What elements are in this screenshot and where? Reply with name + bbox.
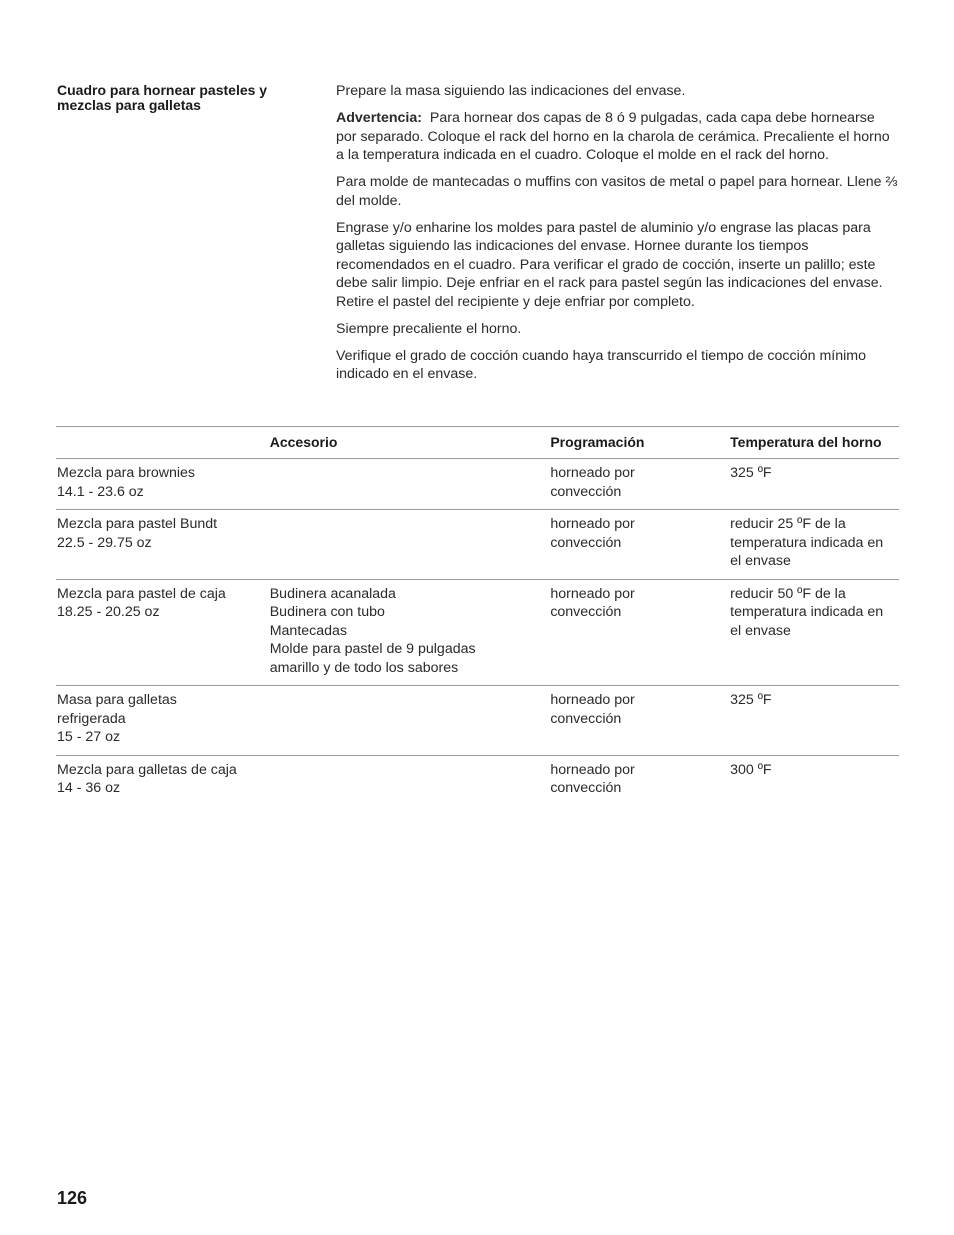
cell-item bbox=[56, 510, 270, 580]
cell-temperature bbox=[730, 459, 899, 510]
cell-item bbox=[56, 755, 270, 806]
table-row bbox=[56, 755, 899, 806]
cell-temperature-line: temperatura indicada en bbox=[730, 534, 884, 551]
table-header-row bbox=[56, 427, 899, 459]
cell-accessory-line: Molde para pastel de 9 pulgadas bbox=[269, 641, 476, 657]
paragraph-text: Para molde de mantecadas o muffins con vasitos de metal o papel para hornear. Llene ⅔ del molde. bbox=[336, 174, 898, 209]
page-number: 126 bbox=[57, 1188, 88, 1208]
cell-setting bbox=[550, 510, 730, 580]
cell-temperature bbox=[730, 579, 899, 686]
warning-label: Advertencia: bbox=[336, 110, 422, 126]
header-item bbox=[56, 427, 270, 459]
cell-setting-line: horneado por bbox=[550, 465, 635, 481]
cell-temperature bbox=[730, 510, 899, 580]
cell-accessory bbox=[270, 755, 551, 806]
header-accessory: Accesorio bbox=[270, 427, 551, 459]
paragraph-warning bbox=[336, 109, 898, 165]
table-row bbox=[56, 686, 899, 756]
cell-temperature-line: temperatura indicada en bbox=[730, 604, 884, 620]
cell-item-line: Mezcla para pastel Bundt bbox=[57, 516, 218, 532]
cell-temperature-line: reducir 50 ºF de la bbox=[730, 585, 846, 602]
cell-item bbox=[56, 579, 270, 686]
cell-accessory bbox=[270, 579, 551, 686]
cell-accessory-line: amarillo y de todo los sabores bbox=[269, 659, 459, 676]
cell-item-line: 14.1 - 23.6 oz bbox=[57, 483, 144, 500]
cell-temperature-line: 300 ºF bbox=[730, 761, 772, 778]
cell-setting-line: horneado por bbox=[550, 692, 635, 708]
cell-setting-line: convección bbox=[550, 780, 622, 796]
section-heading: Cuadro para hornear pasteles y mezclas para galletas bbox=[57, 82, 268, 113]
baking-chart-table bbox=[56, 426, 899, 806]
cell-accessory bbox=[270, 459, 551, 510]
cell-setting bbox=[550, 579, 730, 686]
cell-temperature-line: el envase bbox=[730, 553, 791, 569]
cell-item-line: Mezcla para pastel de caja bbox=[57, 585, 226, 602]
cell-item-line: Masa para galletas bbox=[57, 692, 177, 708]
cell-temperature-line: 325 ºF bbox=[730, 465, 772, 481]
cell-item-line: 14 - 36 oz bbox=[57, 780, 121, 796]
cell-setting-line: convección bbox=[550, 710, 622, 727]
cell-item-line: refrigerada bbox=[57, 710, 126, 727]
paragraph-doneness bbox=[336, 347, 898, 384]
cell-accessory bbox=[270, 686, 551, 756]
paragraph-text: Engrase y/o enharine los moldes para pastel de aluminio y/o engrase las placas para galletas siguiendo las indicaciones del envase. Hornee durante los tiempos recomendados en el cuadro. Para verificar el grado de cocción, inserte un palillo; este debe salir limpio. Deje enfriar en el rack para pastel según las indicaciones del envase. Retire el pastel del recipiente y deje enfriar por completo. bbox=[336, 219, 883, 310]
table-row bbox=[56, 579, 899, 686]
paragraph-grease bbox=[336, 219, 898, 312]
paragraph-prepare bbox=[336, 82, 898, 101]
header-setting: Programación bbox=[550, 427, 730, 459]
cell-item bbox=[56, 686, 270, 756]
cell-setting-line: convección bbox=[550, 534, 622, 551]
cell-accessory-line: Mantecadas bbox=[269, 622, 348, 639]
cell-accessory-line: Budinera con tubo bbox=[269, 604, 385, 620]
table-row bbox=[56, 459, 899, 510]
table-row bbox=[56, 510, 899, 580]
cell-temperature-line: el envase bbox=[730, 622, 791, 639]
cell-setting bbox=[550, 459, 730, 510]
paragraph-text: Verifique el grado de cocción cuando haya transcurrido el tiempo de cocción mínimo indicado en el envase. bbox=[336, 347, 866, 382]
paragraph-preheat bbox=[336, 320, 898, 339]
cell-setting-line: horneado por bbox=[550, 761, 635, 778]
paragraph-text: Siempre precaliente el horno. bbox=[336, 320, 522, 337]
header-temperature: Temperatura del horno bbox=[730, 427, 899, 459]
cell-setting bbox=[550, 755, 730, 806]
cell-temperature-line: reducir 25 ºF de la bbox=[730, 516, 846, 532]
cell-setting-line: horneado por bbox=[550, 585, 635, 602]
instructions-body bbox=[336, 82, 898, 392]
cell-setting-line: horneado por bbox=[550, 516, 635, 532]
cell-item-line: 18.25 - 20.25 oz bbox=[57, 604, 160, 620]
paragraph-muffins bbox=[336, 173, 898, 210]
cell-setting-line: convección bbox=[550, 604, 622, 620]
cell-item-line: 15 - 27 oz bbox=[57, 729, 121, 745]
cell-temperature bbox=[730, 686, 899, 756]
paragraph-text: Para hornear dos capas de 8 ó 9 pulgadas, cada capa debe hornearse por separado. Coloque el rack del horno en la charola de cerámica. Precaliente el horno a la temperatura indicada en el cuadro. Coloque el molde en el rack del horno. bbox=[336, 110, 890, 163]
cell-accessory bbox=[270, 510, 551, 580]
cell-setting-line: convección bbox=[550, 483, 622, 500]
cell-item-line: 22.5 - 29.75 oz bbox=[57, 534, 152, 551]
cell-temperature bbox=[730, 755, 899, 806]
cell-item-line: Mezcla para brownies bbox=[57, 465, 195, 481]
cell-item-line: Mezcla para galletas de caja bbox=[57, 761, 237, 778]
cell-temperature-line: 325 ºF bbox=[730, 692, 772, 708]
cell-setting bbox=[550, 686, 730, 756]
cell-accessory-line: Budinera acanalada bbox=[269, 585, 396, 602]
paragraph-text: Prepare la masa siguiendo las indicaciones del envase. bbox=[336, 83, 686, 99]
cell-item bbox=[56, 459, 270, 510]
